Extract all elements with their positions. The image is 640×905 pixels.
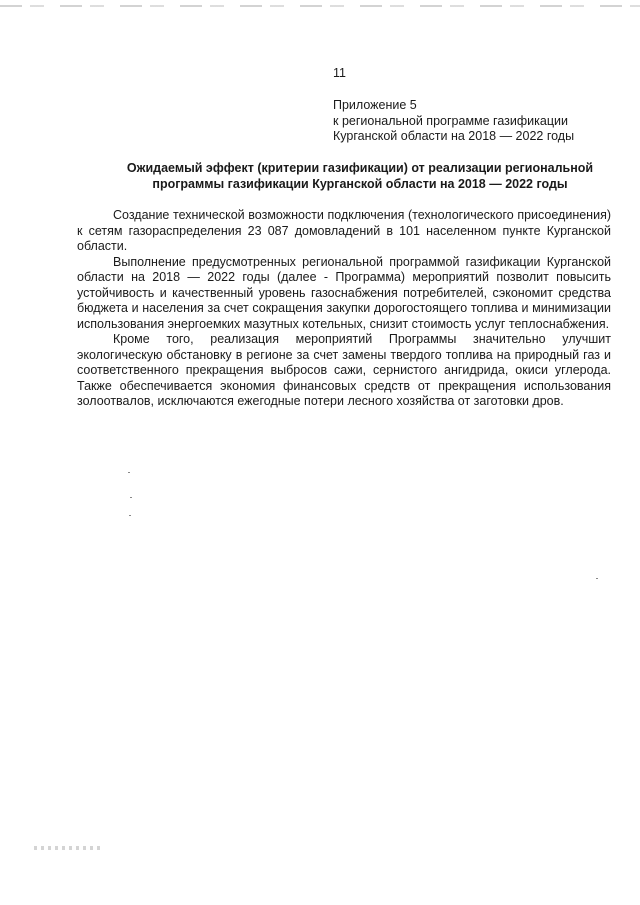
document-heading <box>100 160 620 192</box>
scan-artifact-top <box>0 5 640 7</box>
scan-dot <box>130 497 132 498</box>
scan-artifact-bottom <box>34 846 104 850</box>
appendix-title: Приложение 5 <box>333 98 417 112</box>
document-body <box>77 208 611 410</box>
page-number: 11 <box>333 66 346 80</box>
appendix-region-line: Курганской области на 2018 — 2022 годы <box>333 129 575 143</box>
heading-line-1: Ожидаемый эффект (критерии газификации) от реализации региональной <box>126 161 594 175</box>
appendix-program-line: к региональной программе газификации <box>333 113 568 128</box>
paragraph-ecology: Кроме того, реализация мероприятий Программы значительно улучшит экологическую обстановку в регионе за счет замены твердого топлива на природный газ и соответственного прекращения выбросов сажи, сернистого ангидрида, окиси углерода. Также обеспечивается экономия финансовых средств от прекращения использования золоотвалов, исключаются ежегодные потери лесного хозяйства от заготовки дров. <box>77 332 611 408</box>
paragraph-connection: Создание технической возможности подключения (технологического присоединения) к сетям газораспределения 23 087 домовладений в 101 населенном пункте Курганской области. <box>77 208 611 253</box>
scan-dot <box>596 578 598 579</box>
heading-line-2: программы газификации Курганской области на 2018 — 2022 годы <box>152 177 568 191</box>
scan-dot <box>128 472 130 473</box>
scan-dot <box>129 515 131 516</box>
appendix-block <box>333 98 574 145</box>
paragraph-program-effects: Выполнение предусмотренных региональной программой газификации Курганской области на 2018 — 2022 годы (далее - Программа) мероприятий позволит повысить устойчивость и качественный уровень газоснабжения потребителей, сэкономит средства бюджета и населения за счет сокращения закупки дорогостоящего топлива и минимизации использования энергоемких мазутных котельных, снизит стоимость услуг теплоснабжения. <box>77 254 611 331</box>
